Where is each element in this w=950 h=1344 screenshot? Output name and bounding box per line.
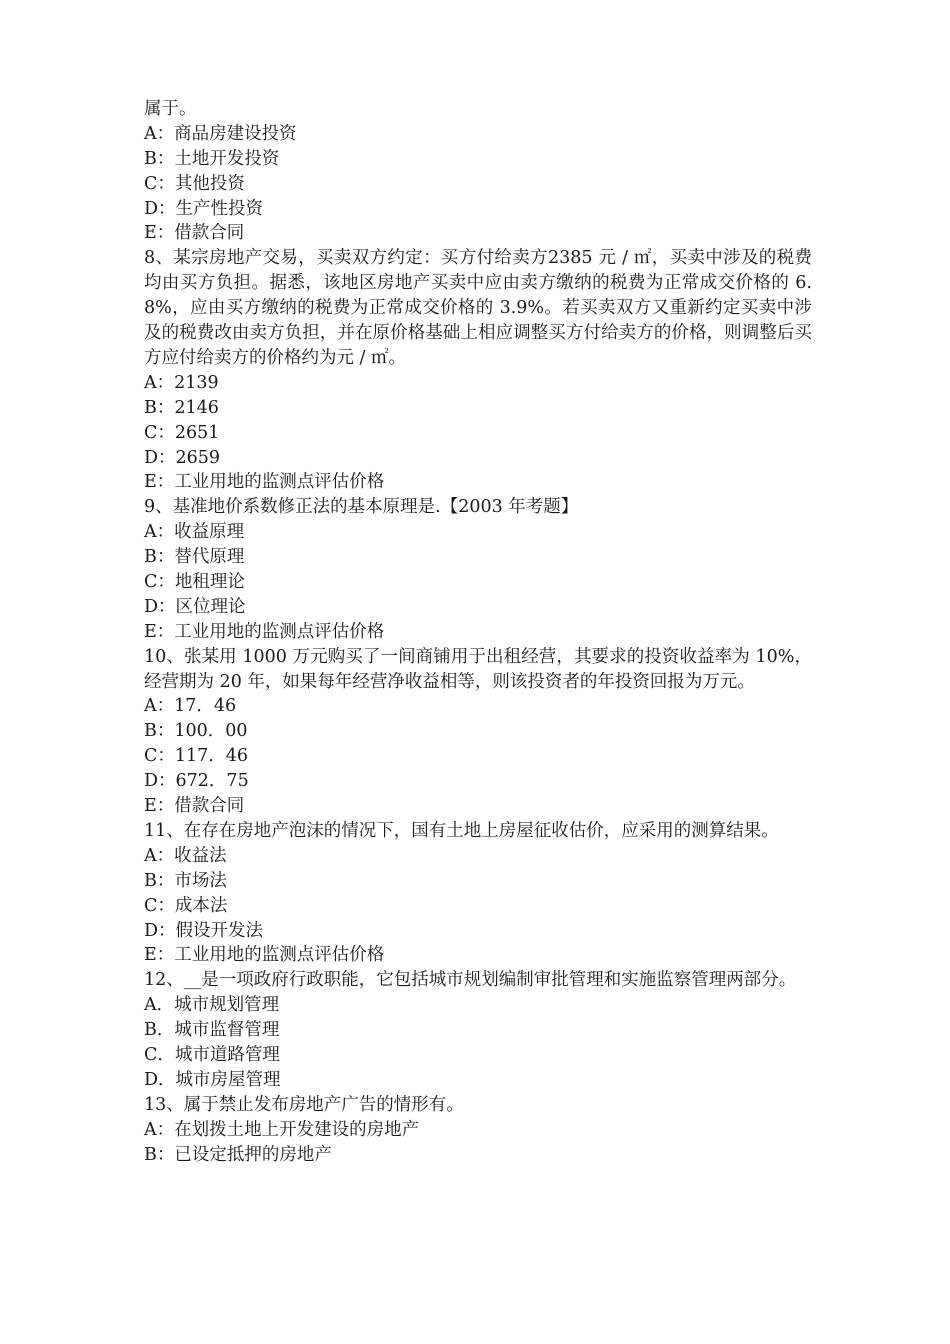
question-13-option-a: A：在划拨土地上开发建设的房地产 (144, 1119, 420, 1140)
question-10-option-d: D：672．75 (144, 771, 249, 792)
question-11-option-a: A：收益法 (144, 845, 227, 866)
question-8-stem: 8、某宗房地产交易，买卖双方约定：买方付给卖方2385 元 / ㎡，买卖中涉及的税费均由买方负担。据悉，该地区房地产买卖中应由卖方缴纳的税费为正常成交价格的 6.8%，应由买方缴纳的税费为正常成交价格的 3.9%。若买卖双方又重新约定买卖中涉及的税费改由卖方负担，并在原价格基础上相应调整买方付给卖方的价格，则调整后买方应付给卖方的价格约为元 / ㎡。 (144, 248, 812, 368)
option-b: B：土地开发投资 (144, 148, 280, 169)
question-10-option-b: B：100．00 (144, 721, 248, 742)
question-9-option-a: A：收益原理 (144, 522, 245, 543)
question-10-option-e: E：借款合同 (144, 796, 245, 817)
question-10-option-c: C：117．46 (144, 746, 249, 767)
question-9-stem: 9、基准地价系数修正法的基本原理是.【2003 年考题】 (144, 497, 579, 518)
option-d: D：生产性投资 (144, 198, 264, 219)
question-9-option-d: D：区位理论 (144, 596, 246, 617)
question-12-option-c: C．城市道路管理 (144, 1044, 280, 1065)
question-10-option-a: A：17．46 (144, 696, 237, 717)
question-9-option-b: B：替代原理 (144, 547, 245, 568)
question-11-option-c: C：成本法 (144, 895, 228, 916)
question-8-option-e: E：工业用地的监测点评估价格 (144, 472, 385, 493)
question-9-option-c: C：地租理论 (144, 572, 245, 592)
question-8-option-d: D：2659 (144, 447, 221, 468)
question-12-stem: 12、__是一项政府行政职能，它包括城市规划编制审批管理和实施监察管理两部分。 (144, 970, 797, 991)
question-8-option-a: A：2139 (144, 372, 219, 393)
text-line: 属于。 (144, 99, 197, 119)
document-body (144, 97, 812, 1167)
option-e: E：借款合同 (144, 223, 245, 244)
question-11-option-e: E：工业用地的监测点评估价格 (144, 945, 385, 966)
question-8-option-c: C：2651 (144, 422, 220, 443)
question-11-stem: 11、在存在房地产泡沫的情况下，国有土地上房屋征收估价，应采用的测算结果。 (144, 820, 779, 841)
question-12-option-b: B．城市监督管理 (144, 1020, 280, 1041)
question-11-option-b: B：市场法 (144, 870, 227, 891)
question-13-option-b: B：已设定抵押的房地产 (144, 1144, 332, 1165)
question-12-option-a: A．城市规划管理 (144, 995, 280, 1016)
question-9-option-e: E：工业用地的监测点评估价格 (144, 621, 385, 642)
question-13-stem: 13、属于禁止发布房地产广告的情形有。 (144, 1094, 464, 1115)
question-11-option-d: D：假设开发法 (144, 920, 264, 941)
question-8-option-b: B：2146 (144, 397, 219, 418)
question-12-option-d: D．城市房屋管理 (144, 1069, 281, 1090)
option-c: C：其他投资 (144, 173, 245, 194)
question-10-stem: 10、张某用 1000 万元购买了一间商铺用于出租经营，其要求的投资收益率为 10%，经营期为 20 年，如果每年经营净收益相等，则该投资者的年投资回报为万元。 (144, 646, 812, 692)
option-a: A：商品房建设投资 (144, 123, 297, 144)
